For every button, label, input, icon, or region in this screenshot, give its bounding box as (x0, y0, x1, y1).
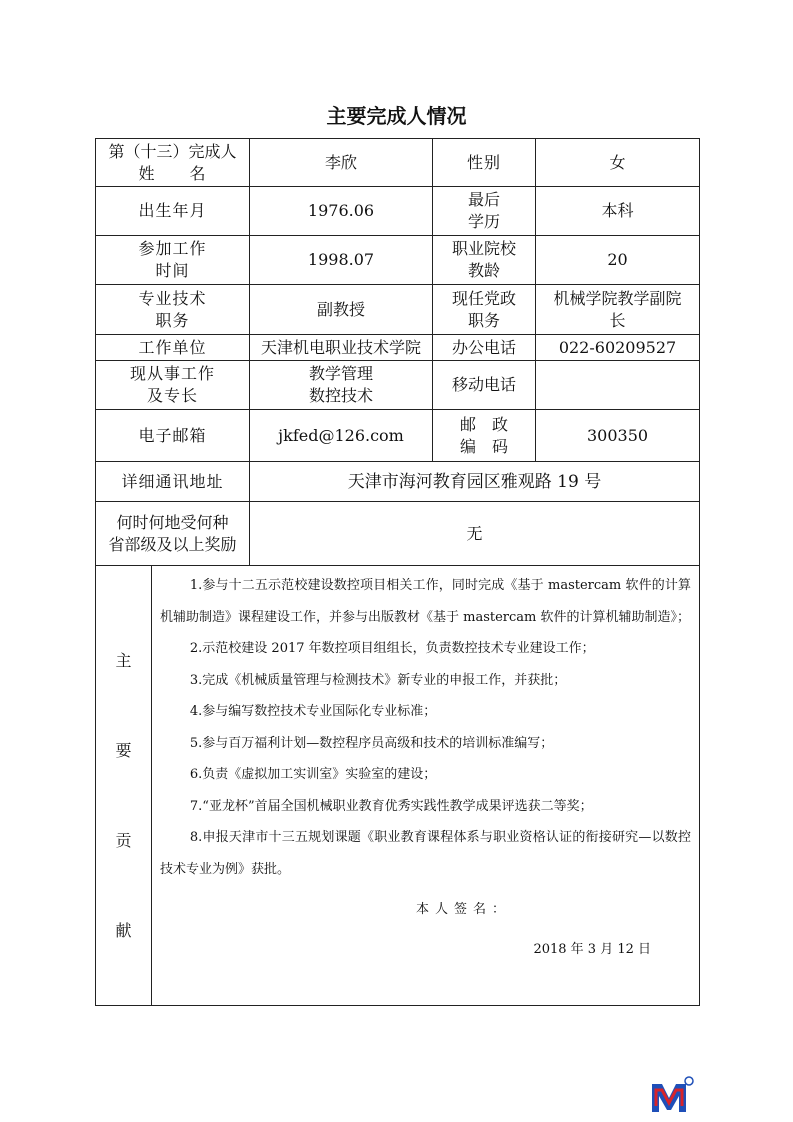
education-label: 最后 学历 (433, 187, 536, 236)
contributions-label-char: 要 (115, 741, 132, 760)
work-start-label: 参加工作 时间 (96, 236, 250, 285)
contribution-item: 1.参与十二五示范校建设数控项目相关工作，同时完成《基于 mastercam 软件的计算机辅助制造》课程建设工作，并参与出版教材《基于 mastercam 软件的计算机辅助制造》； (160, 578, 692, 625)
birth-label: 出生年月 (96, 187, 250, 236)
pro-title-value: 副教授 (250, 285, 433, 335)
awards-value: 无 (250, 502, 700, 566)
mobile-label: 移动电话 (433, 361, 536, 410)
address-value: 天津市海河教育园区雅观路 19 号 (250, 462, 700, 502)
contribution-item: 4.参与编写数控技术专业国际化专业标准； (189, 704, 437, 719)
awards-label: 何时何地受何种 省部级及以上奖励 (96, 502, 250, 566)
email-value: jkfed@126.com (250, 410, 433, 462)
gender-value: 女 (536, 139, 700, 187)
row-contributions (96, 566, 700, 1006)
contributions-label-char: 献 (115, 921, 132, 940)
unit-label: 工作单位 (96, 335, 250, 361)
row-address (96, 462, 700, 502)
pro-title-label: 专业技术 职务 (96, 285, 250, 335)
row-title (96, 285, 700, 335)
row-awards (96, 502, 700, 566)
birth-value: 1976.06 (250, 187, 433, 236)
zip-label: 邮 政 编 码 (433, 410, 536, 462)
name-label: 第（十三）完成人 姓 名 (96, 139, 250, 187)
teaching-years-label: 职业院校 教龄 (433, 236, 536, 285)
publisher-logo (648, 1076, 694, 1114)
office-phone-label: 办公电话 (433, 335, 536, 361)
mobile-value (536, 361, 700, 410)
specialty-value: 教学管理 数控技术 (250, 361, 433, 410)
contribution-item: 8.申报天津市十三五规划课题《职业教育课程体系与职业资格认证的衔接研究—以数控技术专业为例》获批。 (160, 830, 692, 877)
contribution-item: 5.参与百万福利计划—数控程序员高级和技术的培训标准编写； (189, 735, 554, 751)
contribution-item: 2.示范校建设 2017 年数控项目组组长，负责数控技术专业建设工作； (189, 641, 595, 656)
specialty-label: 现从事工作 及专长 (96, 361, 250, 410)
email-label: 电子邮箱 (96, 410, 250, 462)
personnel-form-table (95, 138, 700, 1006)
unit-value: 天津机电职业技术学院 (250, 335, 433, 361)
row-name (96, 139, 700, 187)
post-label: 现任党政 职务 (433, 285, 536, 335)
address-label: 详细通讯地址 (96, 462, 250, 502)
contribution-item: 3.完成《机械质量管理与检测技术》新专业的申报工作，并获批； (189, 672, 567, 688)
contributions-label (96, 566, 152, 1006)
row-birth (96, 187, 700, 236)
contribution-item: 7.“亚龙杯”首届全国机械职业教育优秀实践性教学成果评选获二等奖； (189, 798, 593, 814)
zip-value: 300350 (536, 410, 700, 462)
row-specialty (96, 361, 700, 410)
contributions-label-char: 主 (115, 651, 132, 670)
teaching-years-value: 20 (536, 236, 700, 285)
row-unit (96, 335, 700, 361)
row-email (96, 410, 700, 462)
education-value: 本科 (536, 187, 700, 236)
page-title: 主要完成人情况 (326, 104, 467, 128)
gender-label: 性别 (433, 139, 536, 187)
signature-date: 2018 年 3 月 12 日 (533, 942, 652, 957)
post-value: 机械学院教学副院长 (536, 285, 700, 335)
row-work-start (96, 236, 700, 285)
office-phone-value: 022-60209527 (536, 335, 700, 361)
name-value: 李欣 (250, 139, 433, 187)
contributions-content (152, 566, 700, 1006)
contribution-item: 6.负责《虚拟加工实训室》实验室的建设； (189, 767, 437, 782)
signature-label: 本人签名： (416, 902, 512, 917)
contributions-label-char: 贡 (115, 831, 132, 850)
work-start-value: 1998.07 (250, 236, 433, 285)
